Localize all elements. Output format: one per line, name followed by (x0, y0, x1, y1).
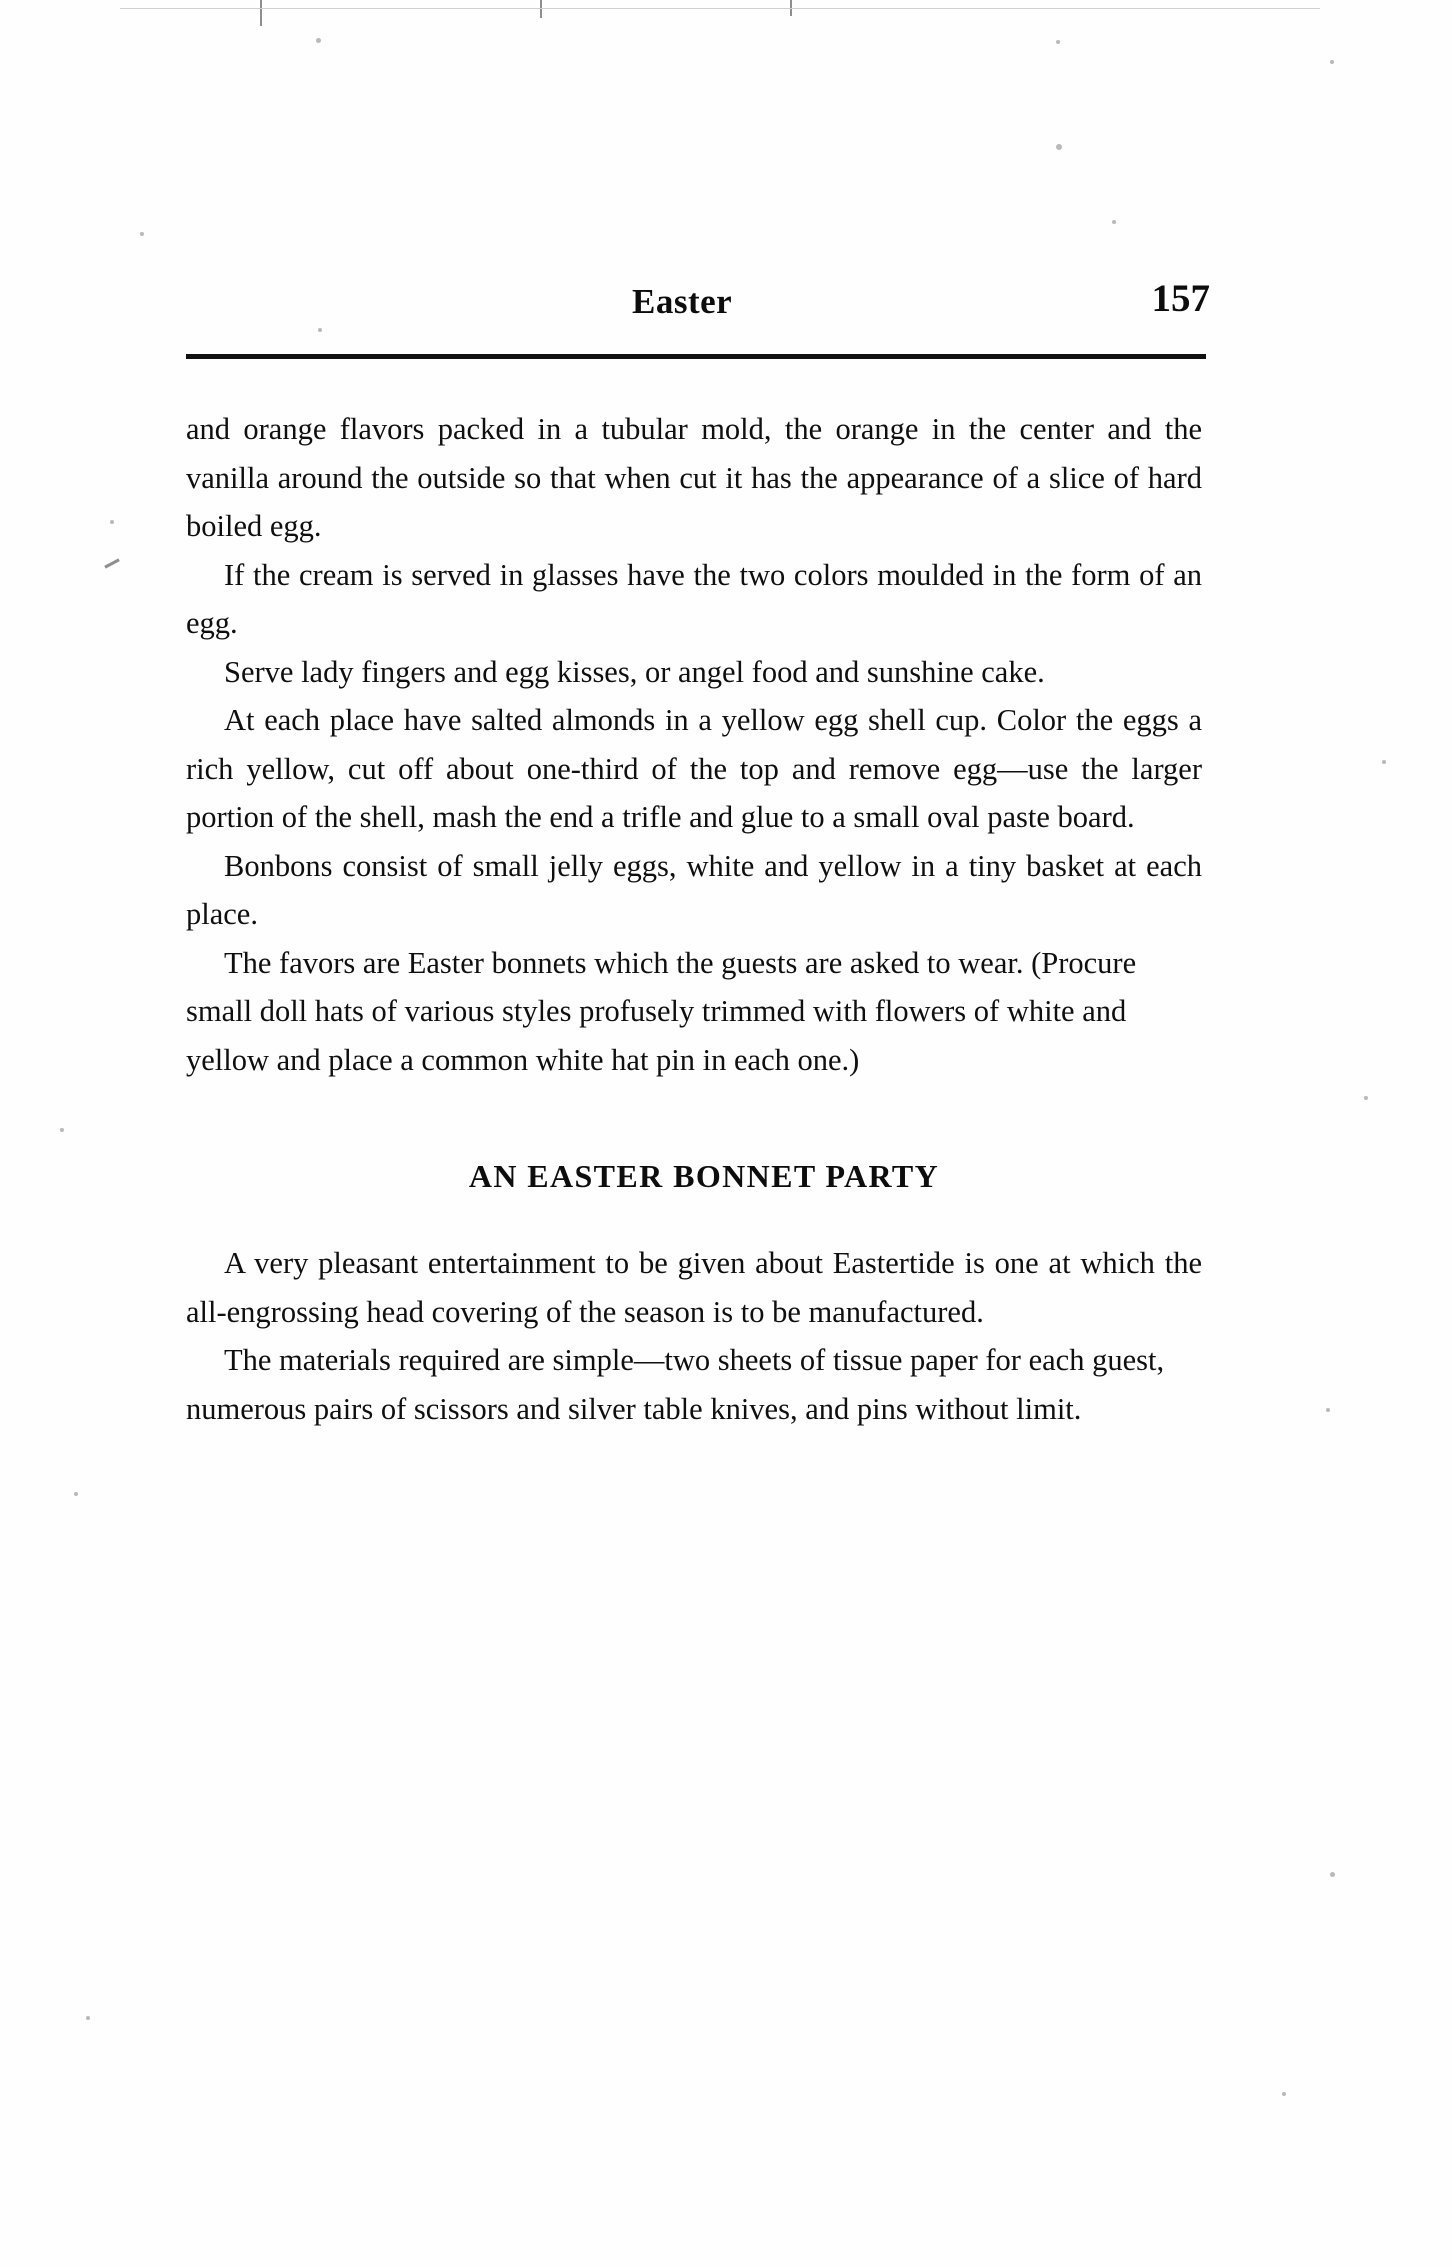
page-number: 157 (1151, 277, 1210, 320)
body-text (186, 405, 1202, 1084)
paragraph: and orange flavors packed in a tubular mold, the orange in the center and the vanilla around the outside so that when cut it has the appearance of a slice of hard boiled egg. (186, 412, 1202, 543)
scan-speckle (74, 1492, 78, 1496)
scan-speckle (1282, 2092, 1286, 2096)
scan-speckle (1112, 220, 1116, 224)
paragraph: The favors are Easter bonnets which the guests are asked to wear. (Procure small doll hats of various styles profusely trimmed with flowers of white and yellow and place a common white hat pin in each one.) (186, 945, 1137, 1077)
page-title: Easter (632, 282, 733, 321)
section-heading: AN EASTER BONNET PARTY (468, 1158, 940, 1194)
scan-speckle (1056, 40, 1060, 44)
section-body-text (186, 1239, 1202, 1433)
scan-edge-mark (120, 8, 1320, 9)
page-content (186, 277, 1222, 1433)
scan-speckle (140, 232, 144, 236)
scan-speckle (86, 2016, 90, 2020)
header-rule (186, 354, 1206, 359)
paragraph: Bonbons consist of small jelly eggs, white and yellow in a tiny basket at each place. (186, 848, 1202, 931)
scan-speckle (1326, 1408, 1330, 1412)
scan-speckle (1382, 760, 1386, 764)
scan-edge-mark (260, 0, 262, 26)
running-head (186, 277, 1222, 344)
scan-edge-mark (540, 0, 542, 18)
scan-speckle (1330, 1872, 1335, 1877)
paragraph: If the cream is served in glasses have the two colors moulded in the form of an egg. (186, 557, 1202, 640)
paragraph: At each place have salted almonds in a yellow egg shell cup. Color the eggs a rich yellow, cut off about one-third of the top and remove egg—use the larger portion of the shell, mash the end a trifle and glue to a small oval paste board. (186, 703, 1202, 834)
paragraph: A very pleasant entertainment to be given about Eastertide is one at which the all-engrossing head covering of the season is to be manufactured. (186, 1246, 1202, 1329)
scan-speckle (104, 558, 120, 568)
scan-speckle (60, 1128, 64, 1132)
scan-speckle (110, 520, 114, 524)
paragraph: Serve lady fingers and egg kisses, or angel food and sunshine cake. (224, 654, 1045, 689)
paragraph: The materials required are simple—two sheets of tissue paper for each guest, numerous pairs of scissors and silver table knives, and pins without limit. (186, 1343, 1165, 1426)
scan-speckle (1330, 60, 1334, 64)
scan-speckle (1364, 1096, 1368, 1100)
scan-speckle (316, 38, 321, 43)
scan-speckle (1056, 144, 1062, 150)
